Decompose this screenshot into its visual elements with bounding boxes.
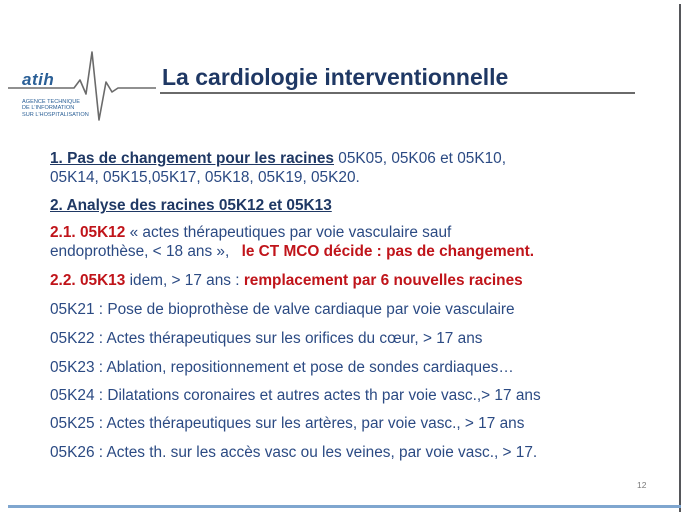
racine-item: 05K22 : Actes thérapeutiques sur les orifices du cœur, > 17 ans — [50, 330, 483, 347]
logo-subtitle-line: AGENCE TECHNIQUE — [22, 99, 81, 105]
sub1-decision: le CT MCO décide : pas de changement. — [241, 243, 535, 260]
section1-heading: 1. Pas de changement pour les racines — [50, 150, 334, 167]
logo-subtitle-line: DE L'INFORMATION — [22, 105, 75, 112]
title-underline — [160, 92, 635, 94]
racine-item: 05K23 : Ablation, repositionnement et pose de sondes cardiaques… — [50, 359, 514, 376]
sub1-text-cont: endoprothèse, < 18 ans », — [50, 243, 230, 260]
sub1-line1 — [50, 224, 451, 242]
logo-subtitle-line: SUR L'HOSPITALISATION — [22, 111, 89, 118]
sub2-text: idem, > 17 ans : — [125, 272, 244, 289]
logo — [22, 70, 137, 118]
racine-item: 05K25 : Actes thérapeutiques sur les artères, par voie vasc., > 17 ans — [50, 415, 525, 432]
racine-item: 05K26 : Actes th. sur les accès vasc ou les veines, par voie vasc., > 17. — [50, 444, 538, 461]
sub1-line2 — [50, 243, 534, 261]
sub1-text: « actes thérapeutiques par voie vasculaire sauf — [125, 224, 452, 241]
page-title: La cardiologie interventionnelle — [162, 64, 509, 90]
logo-subtitle — [22, 99, 137, 118]
logo-name: atih — [22, 70, 55, 89]
section2-heading: 2. Analyse des racines 05K12 et 05K13 — [50, 197, 332, 214]
sub2-line — [50, 272, 523, 290]
right-border — [679, 4, 681, 512]
sub1-number: 2.1. 05K12 — [50, 224, 126, 241]
page-number: 12 — [637, 480, 647, 490]
racine-item: 05K21 : Pose de bioprothèse de valve cardiaque par voie vasculaire — [50, 301, 515, 318]
sub2-number: 2.2. 05K13 — [50, 272, 126, 289]
section1-line2: 05K14, 05K15,05K17, 05K18, 05K19, 05K20. — [50, 169, 360, 186]
section1-text: 05K05, 05K06 et 05K10, — [333, 150, 506, 167]
racine-item: 05K24 : Dilatations coronaires et autres actes th par voie vasc.,> 17 ans — [50, 387, 541, 404]
sub2-decision: remplacement par 6 nouvelles racines — [243, 272, 523, 289]
bottom-border — [8, 505, 681, 508]
section1-line1 — [50, 150, 506, 168]
